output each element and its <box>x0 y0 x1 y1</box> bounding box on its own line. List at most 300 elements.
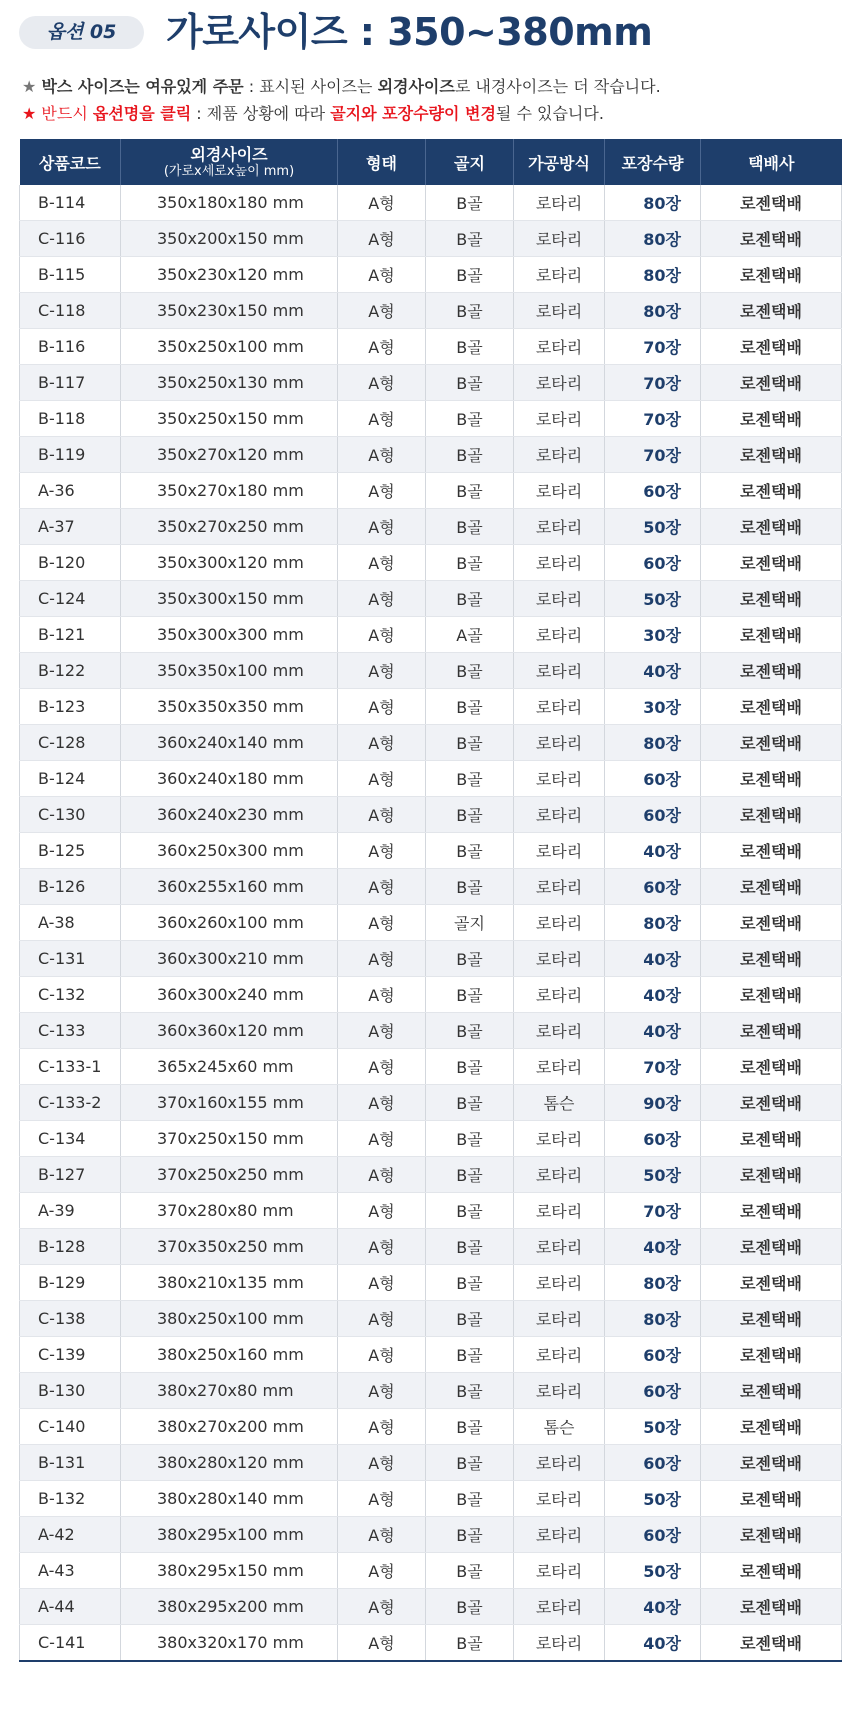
note-line-1 <box>22 73 661 100</box>
cell-flute: B골 <box>426 1121 514 1157</box>
cell-flute: B골 <box>426 1409 514 1445</box>
cell-qty: 80장 <box>605 293 701 329</box>
cell-courier: 로젠택배 <box>701 905 842 941</box>
table-row <box>20 797 842 833</box>
cell-type: A형 <box>338 1409 426 1445</box>
cell-flute: B골 <box>426 1481 514 1517</box>
cell-size: 350x300x120 mm <box>121 545 338 581</box>
cell-code: C-128 <box>20 725 121 761</box>
cell-type: A형 <box>338 1157 426 1193</box>
cell-code: B-121 <box>20 617 121 653</box>
cell-code: C-131 <box>20 941 121 977</box>
cell-code: B-126 <box>20 869 121 905</box>
cell-qty: 40장 <box>605 1589 701 1625</box>
cell-courier: 로젠택배 <box>701 545 842 581</box>
table-row <box>20 257 842 293</box>
cell-type: A형 <box>338 797 426 833</box>
cell-type: A형 <box>338 689 426 725</box>
cell-process: 로타리 <box>514 653 605 689</box>
cell-size: 360x240x180 mm <box>121 761 338 797</box>
cell-qty: 80장 <box>605 1301 701 1337</box>
cell-size: 380x295x200 mm <box>121 1589 338 1625</box>
cell-code: A-43 <box>20 1553 121 1589</box>
cell-process: 로타리 <box>514 977 605 1013</box>
cell-code: C-132 <box>20 977 121 1013</box>
cell-courier: 로젠택배 <box>701 1553 842 1589</box>
cell-process: 로타리 <box>514 725 605 761</box>
cell-size: 350x350x100 mm <box>121 653 338 689</box>
note-2-part-1: 반드시 <box>36 104 93 123</box>
cell-process: 로타리 <box>514 1625 605 1662</box>
table-row <box>20 1553 842 1589</box>
cell-courier: 로젠택배 <box>701 365 842 401</box>
table-row <box>20 545 842 581</box>
table-row <box>20 437 842 473</box>
cell-size: 350x200x150 mm <box>121 221 338 257</box>
cell-qty: 60장 <box>605 1517 701 1553</box>
cell-size: 350x270x120 mm <box>121 437 338 473</box>
cell-type: A형 <box>338 1121 426 1157</box>
table-row <box>20 401 842 437</box>
option-badge: 옵션 05 <box>19 16 144 49</box>
cell-size: 350x300x300 mm <box>121 617 338 653</box>
cell-type: A형 <box>338 293 426 329</box>
header-courier: 택배사 <box>701 139 842 185</box>
cell-courier: 로젠택배 <box>701 1265 842 1301</box>
header-qty: 포장수량 <box>605 139 701 185</box>
table-row <box>20 1229 842 1265</box>
cell-size: 380x270x200 mm <box>121 1409 338 1445</box>
table-row <box>20 1193 842 1229</box>
cell-code: C-139 <box>20 1337 121 1373</box>
cell-process: 로타리 <box>514 365 605 401</box>
cell-process: 로타리 <box>514 257 605 293</box>
page-header <box>0 0 860 60</box>
cell-qty: 40장 <box>605 977 701 1013</box>
cell-flute: B골 <box>426 293 514 329</box>
note-1-part-3: 외경사이즈 <box>377 77 455 96</box>
cell-code: C-116 <box>20 221 121 257</box>
cell-courier: 로젠택배 <box>701 617 842 653</box>
cell-size: 350x250x100 mm <box>121 329 338 365</box>
cell-code: C-140 <box>20 1409 121 1445</box>
cell-qty: 50장 <box>605 509 701 545</box>
table-header-row <box>20 139 842 185</box>
cell-process: 로타리 <box>514 221 605 257</box>
table-row <box>20 1517 842 1553</box>
cell-type: A형 <box>338 1517 426 1553</box>
cell-courier: 로젠택배 <box>701 1157 842 1193</box>
cell-process: 로타리 <box>514 689 605 725</box>
cell-process: 로타리 <box>514 1553 605 1589</box>
cell-qty: 70장 <box>605 329 701 365</box>
cell-type: A형 <box>338 1229 426 1265</box>
cell-courier: 로젠택배 <box>701 1445 842 1481</box>
cell-type: A형 <box>338 185 426 221</box>
cell-size: 350x250x150 mm <box>121 401 338 437</box>
cell-code: C-133-2 <box>20 1085 121 1121</box>
cell-type: A형 <box>338 1625 426 1662</box>
cell-type: A형 <box>338 545 426 581</box>
cell-type: A형 <box>338 1589 426 1625</box>
cell-courier: 로젠택배 <box>701 293 842 329</box>
cell-size: 360x240x230 mm <box>121 797 338 833</box>
cell-courier: 로젠택배 <box>701 1517 842 1553</box>
table-row <box>20 1337 842 1373</box>
cell-flute: B골 <box>426 1373 514 1409</box>
cell-qty: 70장 <box>605 1193 701 1229</box>
cell-flute: B골 <box>426 401 514 437</box>
cell-courier: 로젠택배 <box>701 581 842 617</box>
table-row <box>20 689 842 725</box>
cell-size: 380x280x140 mm <box>121 1481 338 1517</box>
cell-process: 로타리 <box>514 1445 605 1481</box>
cell-courier: 로젠택배 <box>701 437 842 473</box>
table-row <box>20 653 842 689</box>
cell-qty: 60장 <box>605 473 701 509</box>
table-row <box>20 221 842 257</box>
table-row <box>20 1265 842 1301</box>
cell-courier: 로젠택배 <box>701 1337 842 1373</box>
cell-courier: 로젠택배 <box>701 509 842 545</box>
cell-type: A형 <box>338 833 426 869</box>
cell-courier: 로젠택배 <box>701 1373 842 1409</box>
cell-qty: 50장 <box>605 581 701 617</box>
cell-flute: B골 <box>426 761 514 797</box>
cell-courier: 로젠택배 <box>701 1049 842 1085</box>
cell-code: B-117 <box>20 365 121 401</box>
cell-flute: B골 <box>426 977 514 1013</box>
cell-courier: 로젠택배 <box>701 473 842 509</box>
cell-qty: 70장 <box>605 437 701 473</box>
product-table <box>19 139 842 1662</box>
cell-type: A형 <box>338 1193 426 1229</box>
cell-size: 380x280x120 mm <box>121 1445 338 1481</box>
cell-courier: 로젠택배 <box>701 401 842 437</box>
cell-flute: B골 <box>426 1589 514 1625</box>
note-1-part-2: : 표시된 사이즈는 <box>243 77 378 96</box>
cell-courier: 로젠택배 <box>701 1229 842 1265</box>
table-row <box>20 1589 842 1625</box>
header-type: 형태 <box>338 139 426 185</box>
cell-size: 380x250x160 mm <box>121 1337 338 1373</box>
cell-size: 350x300x150 mm <box>121 581 338 617</box>
cell-flute: B골 <box>426 185 514 221</box>
table-row <box>20 329 842 365</box>
cell-type: A형 <box>338 761 426 797</box>
cell-process: 로타리 <box>514 1265 605 1301</box>
header-flute: 골지 <box>426 139 514 185</box>
table-row <box>20 869 842 905</box>
cell-type: A형 <box>338 1373 426 1409</box>
cell-code: C-133-1 <box>20 1049 121 1085</box>
note-line-2 <box>22 100 661 127</box>
product-table-wrapper <box>19 139 841 1662</box>
cell-code: B-115 <box>20 257 121 293</box>
cell-flute: B골 <box>426 1301 514 1337</box>
cell-process: 로타리 <box>514 1337 605 1373</box>
cell-qty: 40장 <box>605 1625 701 1662</box>
header-code: 상품코드 <box>20 139 121 185</box>
table-row <box>20 1481 842 1517</box>
cell-process: 로타리 <box>514 581 605 617</box>
cell-code: C-134 <box>20 1121 121 1157</box>
table-row <box>20 941 842 977</box>
cell-code: B-132 <box>20 1481 121 1517</box>
cell-flute: 골지 <box>426 905 514 941</box>
cell-process: 로타리 <box>514 617 605 653</box>
table-row <box>20 365 842 401</box>
cell-code: A-44 <box>20 1589 121 1625</box>
cell-flute: B골 <box>426 1517 514 1553</box>
cell-courier: 로젠택배 <box>701 257 842 293</box>
cell-process: 로타리 <box>514 1589 605 1625</box>
cell-size: 350x270x180 mm <box>121 473 338 509</box>
cell-size: 380x270x80 mm <box>121 1373 338 1409</box>
cell-flute: B골 <box>426 725 514 761</box>
cell-process: 로타리 <box>514 761 605 797</box>
cell-process: 로타리 <box>514 509 605 545</box>
cell-type: A형 <box>338 1445 426 1481</box>
cell-courier: 로젠택배 <box>701 833 842 869</box>
cell-process: 로타리 <box>514 1121 605 1157</box>
cell-code: A-37 <box>20 509 121 545</box>
table-row <box>20 1625 842 1662</box>
cell-courier: 로젠택배 <box>701 689 842 725</box>
cell-courier: 로젠택배 <box>701 977 842 1013</box>
cell-process: 로타리 <box>514 293 605 329</box>
cell-type: A형 <box>338 401 426 437</box>
star-icon: ★ <box>22 77 37 96</box>
cell-code: B-131 <box>20 1445 121 1481</box>
cell-code: C-124 <box>20 581 121 617</box>
cell-process: 로타리 <box>514 1049 605 1085</box>
cell-type: A형 <box>338 1337 426 1373</box>
cell-courier: 로젠택배 <box>701 869 842 905</box>
cell-code: B-124 <box>20 761 121 797</box>
cell-flute: B골 <box>426 1157 514 1193</box>
cell-qty: 60장 <box>605 545 701 581</box>
cell-courier: 로젠택배 <box>701 1589 842 1625</box>
cell-qty: 50장 <box>605 1553 701 1589</box>
table-row <box>20 1013 842 1049</box>
cell-code: A-36 <box>20 473 121 509</box>
cell-qty: 60장 <box>605 797 701 833</box>
table-row <box>20 905 842 941</box>
cell-courier: 로젠택배 <box>701 941 842 977</box>
cell-flute: B골 <box>426 1265 514 1301</box>
cell-process: 로타리 <box>514 437 605 473</box>
cell-flute: B골 <box>426 1553 514 1589</box>
cell-size: 365x245x60 mm <box>121 1049 338 1085</box>
table-row <box>20 725 842 761</box>
cell-courier: 로젠택배 <box>701 797 842 833</box>
cell-type: A형 <box>338 365 426 401</box>
cell-qty: 30장 <box>605 689 701 725</box>
cell-type: A형 <box>338 653 426 689</box>
note-2-part-3: : 제품 상황에 따라 <box>191 104 331 123</box>
cell-qty: 60장 <box>605 1121 701 1157</box>
table-row <box>20 1085 842 1121</box>
cell-type: A형 <box>338 1013 426 1049</box>
cell-process: 톰슨 <box>514 1409 605 1445</box>
cell-process: 로타리 <box>514 1481 605 1517</box>
cell-process: 로타리 <box>514 185 605 221</box>
cell-type: A형 <box>338 725 426 761</box>
cell-courier: 로젠택배 <box>701 1013 842 1049</box>
cell-qty: 70장 <box>605 365 701 401</box>
cell-flute: B골 <box>426 869 514 905</box>
cell-courier: 로젠택배 <box>701 761 842 797</box>
cell-size: 350x180x180 mm <box>121 185 338 221</box>
cell-size: 360x360x120 mm <box>121 1013 338 1049</box>
cell-qty: 60장 <box>605 1445 701 1481</box>
cell-qty: 80장 <box>605 185 701 221</box>
cell-qty: 60장 <box>605 869 701 905</box>
cell-size: 380x210x135 mm <box>121 1265 338 1301</box>
cell-courier: 로젠택배 <box>701 653 842 689</box>
cell-size: 380x320x170 mm <box>121 1625 338 1662</box>
cell-courier: 로젠택배 <box>701 1085 842 1121</box>
table-row <box>20 1157 842 1193</box>
cell-process: 로타리 <box>514 1013 605 1049</box>
cell-qty: 60장 <box>605 1373 701 1409</box>
cell-courier: 로젠택배 <box>701 725 842 761</box>
cell-qty: 40장 <box>605 653 701 689</box>
cell-qty: 40장 <box>605 1229 701 1265</box>
cell-type: A형 <box>338 1481 426 1517</box>
cell-flute: B골 <box>426 365 514 401</box>
cell-type: A형 <box>338 509 426 545</box>
table-row <box>20 473 842 509</box>
header-size-label: 외경사이즈 <box>190 145 268 164</box>
cell-size: 360x250x300 mm <box>121 833 338 869</box>
header-size-sub: (가로x세로x높이 mm) <box>163 164 295 179</box>
cell-courier: 로젠택배 <box>701 1481 842 1517</box>
cell-code: B-122 <box>20 653 121 689</box>
cell-code: B-118 <box>20 401 121 437</box>
cell-qty: 80장 <box>605 1265 701 1301</box>
cell-size: 360x255x160 mm <box>121 869 338 905</box>
cell-qty: 40장 <box>605 1013 701 1049</box>
cell-flute: B골 <box>426 1193 514 1229</box>
cell-process: 로타리 <box>514 1157 605 1193</box>
cell-flute: B골 <box>426 329 514 365</box>
cell-flute: A골 <box>426 617 514 653</box>
cell-type: A형 <box>338 329 426 365</box>
cell-qty: 50장 <box>605 1481 701 1517</box>
cell-courier: 로젠택배 <box>701 221 842 257</box>
table-row <box>20 509 842 545</box>
cell-process: 로타리 <box>514 1517 605 1553</box>
cell-flute: B골 <box>426 1337 514 1373</box>
cell-size: 370x350x250 mm <box>121 1229 338 1265</box>
cell-type: A형 <box>338 1553 426 1589</box>
cell-type: A형 <box>338 437 426 473</box>
table-row <box>20 293 842 329</box>
cell-courier: 로젠택배 <box>701 1121 842 1157</box>
page-title: 가로사이즈 : 350~380mm <box>166 10 653 54</box>
table-row <box>20 761 842 797</box>
cell-qty: 50장 <box>605 1157 701 1193</box>
note-1-part-1: 박스 사이즈는 여유있게 주문 <box>41 77 244 96</box>
cell-code: C-118 <box>20 293 121 329</box>
table-row <box>20 1409 842 1445</box>
cell-flute: B골 <box>426 1049 514 1085</box>
table-row <box>20 1373 842 1409</box>
cell-code: B-120 <box>20 545 121 581</box>
cell-qty: 80장 <box>605 905 701 941</box>
table-row <box>20 617 842 653</box>
cell-process: 로타리 <box>514 1301 605 1337</box>
cell-flute: B골 <box>426 473 514 509</box>
table-row <box>20 1445 842 1481</box>
cell-type: A형 <box>338 905 426 941</box>
cell-size: 380x295x150 mm <box>121 1553 338 1589</box>
cell-courier: 로젠택배 <box>701 185 842 221</box>
cell-type: A형 <box>338 473 426 509</box>
cell-courier: 로젠택배 <box>701 1625 842 1662</box>
cell-code: A-39 <box>20 1193 121 1229</box>
cell-size: 370x160x155 mm <box>121 1085 338 1121</box>
cell-courier: 로젠택배 <box>701 1301 842 1337</box>
cell-code: B-123 <box>20 689 121 725</box>
cell-type: A형 <box>338 1301 426 1337</box>
header-size <box>121 139 338 185</box>
table-row <box>20 1301 842 1337</box>
cell-flute: B골 <box>426 797 514 833</box>
cell-flute: B골 <box>426 833 514 869</box>
table-row <box>20 833 842 869</box>
cell-courier: 로젠택배 <box>701 1409 842 1445</box>
cell-type: A형 <box>338 257 426 293</box>
cell-process: 로타리 <box>514 1373 605 1409</box>
table-row <box>20 185 842 221</box>
cell-flute: B골 <box>426 1445 514 1481</box>
cell-size: 360x300x240 mm <box>121 977 338 1013</box>
cell-flute: B골 <box>426 437 514 473</box>
cell-type: A형 <box>338 221 426 257</box>
cell-qty: 40장 <box>605 941 701 977</box>
cell-code: B-125 <box>20 833 121 869</box>
cell-qty: 60장 <box>605 1337 701 1373</box>
cell-flute: B골 <box>426 221 514 257</box>
cell-size: 360x300x210 mm <box>121 941 338 977</box>
cell-size: 350x250x130 mm <box>121 365 338 401</box>
cell-type: A형 <box>338 617 426 653</box>
cell-process: 로타리 <box>514 797 605 833</box>
cell-process: 로타리 <box>514 1229 605 1265</box>
cell-type: A형 <box>338 581 426 617</box>
cell-process: 로타리 <box>514 905 605 941</box>
cell-code: A-38 <box>20 905 121 941</box>
cell-type: A형 <box>338 1085 426 1121</box>
cell-process: 로타리 <box>514 473 605 509</box>
note-2-part-2: 옵션명을 클릭 <box>92 104 192 123</box>
cell-qty: 40장 <box>605 833 701 869</box>
cell-process: 톰슨 <box>514 1085 605 1121</box>
cell-code: B-130 <box>20 1373 121 1409</box>
cell-size: 360x240x140 mm <box>121 725 338 761</box>
cell-code: B-128 <box>20 1229 121 1265</box>
cell-size: 350x350x350 mm <box>121 689 338 725</box>
cell-type: A형 <box>338 1265 426 1301</box>
star-icon: ★ <box>22 104 37 123</box>
cell-code: C-133 <box>20 1013 121 1049</box>
table-body <box>20 185 842 1661</box>
cell-code: C-138 <box>20 1301 121 1337</box>
cell-type: A형 <box>338 977 426 1013</box>
